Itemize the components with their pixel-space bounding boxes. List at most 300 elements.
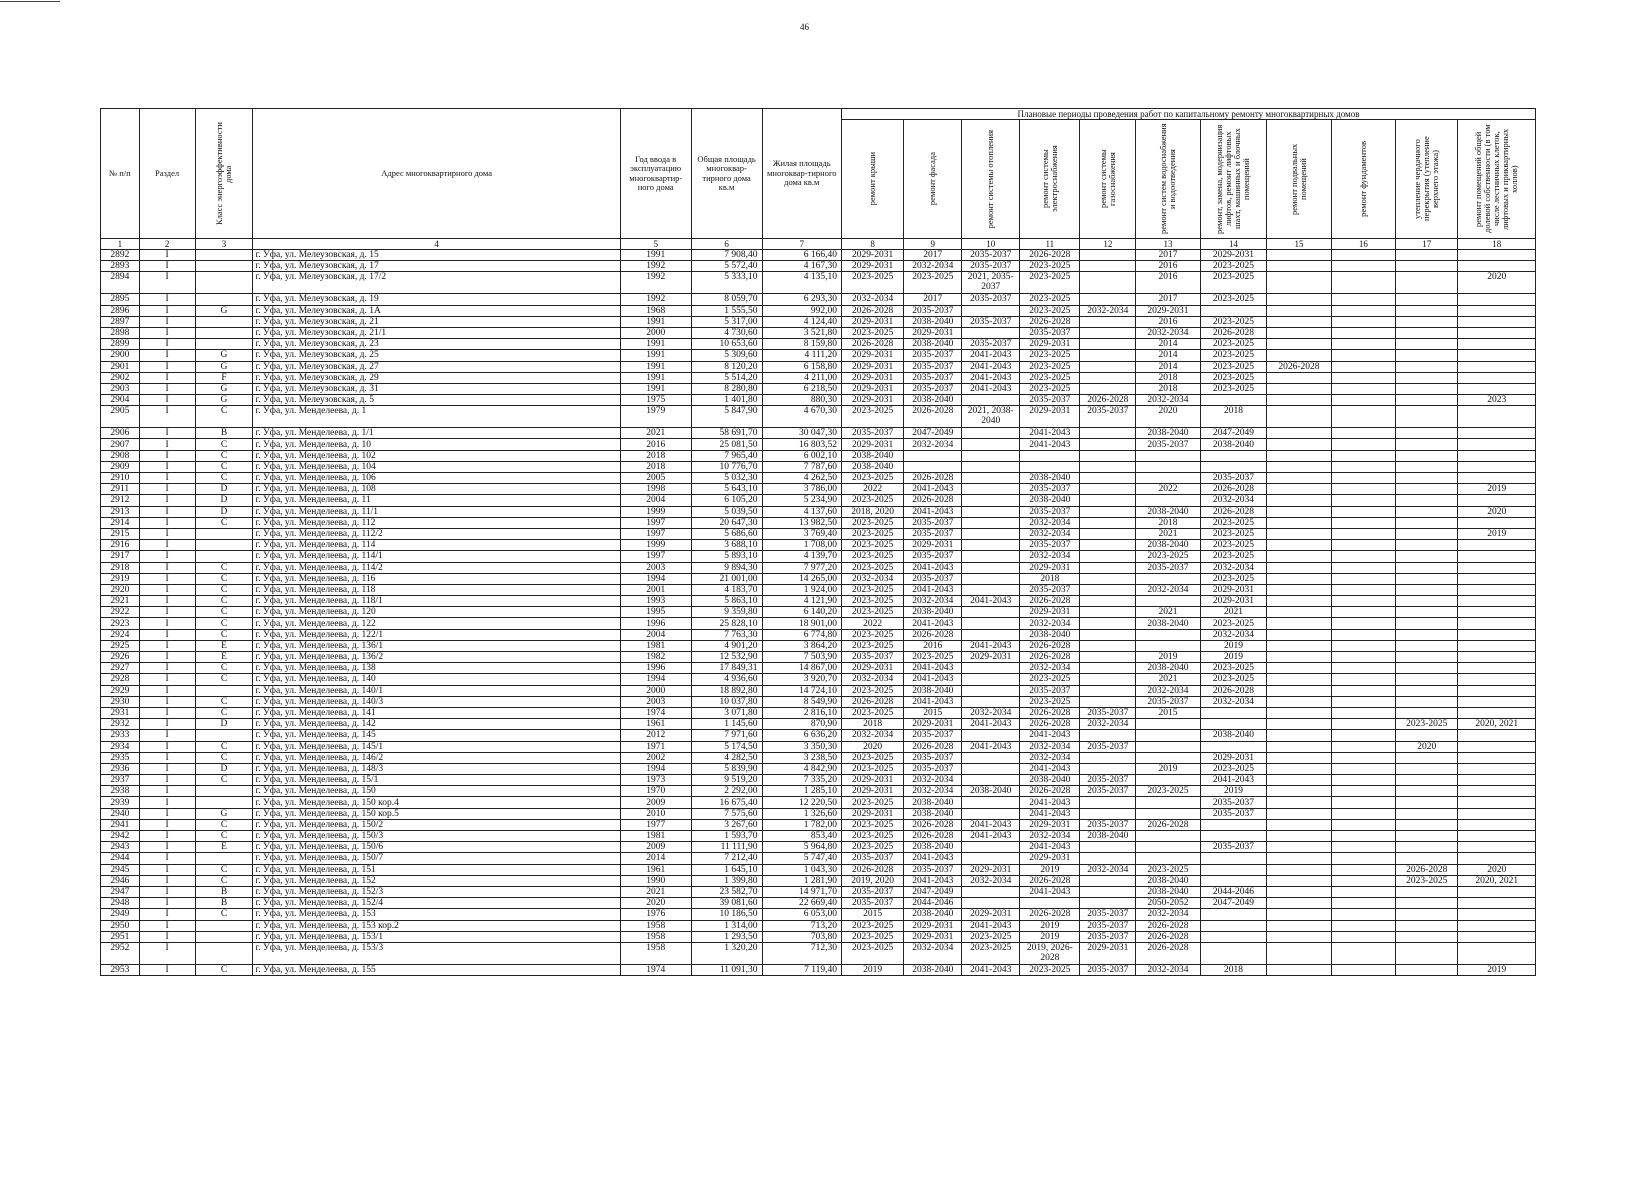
lift-period-cell: 2035-2037 — [1200, 842, 1267, 853]
electric-period-cell: 2032-2034 — [1020, 551, 1080, 562]
lift-period-cell: 2023-2025 — [1200, 763, 1267, 774]
gas-period-cell — [1080, 618, 1136, 629]
table-row — [101, 573, 1536, 584]
column-number: 13 — [1136, 239, 1200, 250]
address-cell: г. Уфа, ул. Мелеузовская, д. 21/1 — [253, 327, 620, 338]
common-areas-period-cell — [1458, 327, 1536, 338]
lift-period-cell — [1200, 864, 1267, 875]
water-period-cell: 2038-2040 — [1136, 886, 1200, 897]
total-area-cell: 10 776,70 — [691, 461, 762, 472]
facade-period-cell: 2035-2037 — [904, 350, 962, 361]
address-cell: г. Уфа, ул. Менделеева, д. 145 — [253, 730, 620, 741]
total-area-cell: 16 675,40 — [691, 797, 762, 808]
common-areas-period-cell — [1458, 663, 1536, 674]
facade-period-cell: 2047-2049 — [904, 428, 962, 439]
address-cell: г. Уфа, ул. Менделеева, д. 153/3 — [253, 942, 620, 964]
year-built-cell: 1974 — [620, 964, 691, 975]
electric-period-cell: 2032-2034 — [1020, 663, 1080, 674]
common-areas-period-cell — [1458, 461, 1536, 472]
gas-period-cell: 2035-2037 — [1080, 786, 1136, 797]
address-cell: г. Уфа, ул. Мелеузовская, д. 17 — [253, 261, 620, 272]
facade-period-cell: 2038-2040 — [904, 339, 962, 350]
total-area-cell: 5 317,00 — [691, 316, 762, 327]
address-cell: г. Уфа, ул. Менделеева, д. 153 кор.2 — [253, 920, 620, 931]
foundation-period-cell — [1331, 707, 1395, 718]
year-built-cell: 1977 — [620, 819, 691, 830]
living-area-cell: 7 335,20 — [762, 775, 841, 786]
section-cell: I — [139, 719, 195, 730]
section-cell: I — [139, 406, 195, 428]
attic-period-cell — [1396, 473, 1458, 484]
water-period-cell: 2017 — [1136, 250, 1200, 261]
address-cell: г. Уфа, ул. Менделеева, д. 104 — [253, 461, 620, 472]
facade-period-cell: 2035-2037 — [904, 864, 962, 875]
roof-period-cell: 2029-2031 — [842, 786, 904, 797]
row-number-cell: 2933 — [101, 730, 140, 741]
water-period-cell: 2016 — [1136, 272, 1200, 294]
facade-period-cell: 2038-2040 — [904, 607, 962, 618]
roof-period-cell: 2035-2037 — [842, 853, 904, 864]
living-area-cell: 14 724,10 — [762, 685, 841, 696]
lift-period-cell: 2032-2034 — [1200, 562, 1267, 573]
living-area-cell: 6 774,80 — [762, 629, 841, 640]
section-cell: I — [139, 640, 195, 651]
total-area-cell: 20 647,30 — [691, 517, 762, 528]
water-period-cell: 2050-2052 — [1136, 898, 1200, 909]
address-cell: г. Уфа, ул. Менделеева, д. 150 кор.4 — [253, 797, 620, 808]
facade-period-cell: 2035-2037 — [904, 361, 962, 372]
common-areas-period-cell — [1458, 920, 1536, 931]
electric-period-cell: 2023-2025 — [1020, 383, 1080, 394]
facade-period-cell: 2041-2043 — [904, 484, 962, 495]
facade-period-cell: 2035-2037 — [904, 752, 962, 763]
address-cell: г. Уфа, ул. Мелеузовская, д. 19 — [253, 294, 620, 305]
facade-period-cell: 2041-2043 — [904, 853, 962, 864]
energy-class-cell: C — [195, 517, 253, 528]
total-area-cell: 39 081,60 — [691, 898, 762, 909]
gas-period-cell — [1080, 875, 1136, 886]
year-built-cell: 2009 — [620, 797, 691, 808]
electric-period-cell: 2032-2034 — [1020, 752, 1080, 763]
basement-period-cell — [1267, 853, 1331, 864]
heating-period-cell — [962, 886, 1020, 897]
section-cell: I — [139, 596, 195, 607]
section-cell: I — [139, 607, 195, 618]
electric-period-cell: 2041-2043 — [1020, 439, 1080, 450]
energy-class-cell: C — [195, 831, 253, 842]
gas-period-cell: 2032-2034 — [1080, 305, 1136, 316]
address-cell: г. Уфа, ул. Менделеева, д. 11/1 — [253, 506, 620, 517]
table-row — [101, 618, 1536, 629]
electric-period-cell — [1020, 450, 1080, 461]
facade-period-cell: 2026-2028 — [904, 406, 962, 428]
section-cell: I — [139, 350, 195, 361]
basement-period-cell — [1267, 640, 1331, 651]
energy-class-cell: C — [195, 618, 253, 629]
foundation-period-cell — [1331, 562, 1395, 573]
electric-period-cell: 2035-2037 — [1020, 584, 1080, 595]
heating-period-cell — [962, 674, 1020, 685]
heating-period-cell — [962, 663, 1020, 674]
year-built-cell: 1996 — [620, 618, 691, 629]
facade-period-cell: 2016 — [904, 640, 962, 651]
common-areas-period-cell — [1458, 562, 1536, 573]
table-row — [101, 652, 1536, 663]
lift-period-cell: 2023-2025 — [1200, 361, 1267, 372]
lift-period-cell: 2021 — [1200, 607, 1267, 618]
header-year: Год ввода в эксплуатацию многоквартир-ного дома — [620, 109, 691, 239]
energy-class-cell: E — [195, 652, 253, 663]
heating-period-cell — [962, 495, 1020, 506]
year-built-cell: 2018 — [620, 450, 691, 461]
facade-period-cell: 2026-2028 — [904, 741, 962, 752]
energy-class-cell — [195, 931, 253, 942]
living-area-cell: 4 124,40 — [762, 316, 841, 327]
roof-period-cell: 2018, 2020 — [842, 506, 904, 517]
common-areas-period-cell — [1458, 808, 1536, 819]
total-area-cell: 3 267,60 — [691, 819, 762, 830]
water-period-cell: 2016 — [1136, 316, 1200, 327]
section-cell: I — [139, 339, 195, 350]
total-area-cell: 11 091,30 — [691, 964, 762, 975]
heating-period-cell: 2038-2040 — [962, 786, 1020, 797]
energy-class-cell: B — [195, 886, 253, 897]
year-built-cell: 2005 — [620, 473, 691, 484]
electric-period-cell: 2023-2025 — [1020, 361, 1080, 372]
water-period-cell: 2038-2040 — [1136, 540, 1200, 551]
water-period-cell — [1136, 775, 1200, 786]
attic-period-cell — [1396, 763, 1458, 774]
basement-period-cell — [1267, 696, 1331, 707]
foundation-period-cell — [1331, 350, 1395, 361]
row-number-cell: 2899 — [101, 339, 140, 350]
table-row — [101, 339, 1536, 350]
section-cell: I — [139, 763, 195, 774]
facade-period-cell: 2035-2037 — [904, 730, 962, 741]
lift-period-cell — [1200, 942, 1267, 964]
foundation-period-cell — [1331, 741, 1395, 752]
facade-period-cell: 2044-2046 — [904, 898, 962, 909]
row-number-cell: 2939 — [101, 797, 140, 808]
roof-period-cell: 2022 — [842, 618, 904, 629]
year-built-cell: 1998 — [620, 484, 691, 495]
heating-period-cell — [962, 305, 1020, 316]
attic-period-cell — [1396, 327, 1458, 338]
energy-class-cell: C — [195, 439, 253, 450]
table-row — [101, 461, 1536, 472]
roof-period-cell: 2023-2025 — [842, 640, 904, 651]
total-area-cell: 25 828,10 — [691, 618, 762, 629]
table-row — [101, 797, 1536, 808]
basement-period-cell — [1267, 540, 1331, 551]
energy-class-cell — [195, 551, 253, 562]
energy-class-cell — [195, 797, 253, 808]
electric-period-cell: 2041-2043 — [1020, 428, 1080, 439]
foundation-period-cell — [1331, 316, 1395, 327]
energy-class-cell: B — [195, 428, 253, 439]
gas-period-cell — [1080, 383, 1136, 394]
row-number-cell: 2918 — [101, 562, 140, 573]
common-areas-period-cell — [1458, 685, 1536, 696]
header-attic: утепление чердачного перекрытия (утепление верхнего этажа) — [1396, 120, 1458, 239]
foundation-period-cell — [1331, 730, 1395, 741]
facade-period-cell: 2017 — [904, 294, 962, 305]
electric-period-cell: 2023-2025 — [1020, 964, 1080, 975]
lift-period-cell — [1200, 395, 1267, 406]
lift-period-cell — [1200, 931, 1267, 942]
column-number: 10 — [962, 239, 1020, 250]
year-built-cell: 1976 — [620, 909, 691, 920]
total-area-cell: 5 174,50 — [691, 741, 762, 752]
basement-period-cell — [1267, 730, 1331, 741]
gas-period-cell — [1080, 540, 1136, 551]
water-period-cell: 2018 — [1136, 383, 1200, 394]
gas-period-cell — [1080, 506, 1136, 517]
attic-period-cell — [1396, 707, 1458, 718]
common-areas-period-cell — [1458, 261, 1536, 272]
gas-period-cell: 2038-2040 — [1080, 831, 1136, 842]
common-areas-period-cell — [1458, 596, 1536, 607]
energy-class-cell: C — [195, 584, 253, 595]
energy-class-cell — [195, 730, 253, 741]
year-built-cell: 1971 — [620, 741, 691, 752]
total-area-cell: 1 645,10 — [691, 864, 762, 875]
electric-period-cell: 2035-2037 — [1020, 327, 1080, 338]
gas-period-cell: 2035-2037 — [1080, 775, 1136, 786]
row-number-cell: 2946 — [101, 875, 140, 886]
attic-period-cell — [1396, 517, 1458, 528]
table-row — [101, 696, 1536, 707]
row-number-cell: 2950 — [101, 920, 140, 931]
row-number-cell: 2909 — [101, 461, 140, 472]
section-cell: I — [139, 484, 195, 495]
foundation-period-cell — [1331, 495, 1395, 506]
address-cell: г. Уфа, ул. Менделеева, д. 145/1 — [253, 741, 620, 752]
basement-period-cell — [1267, 964, 1331, 975]
gas-period-cell — [1080, 596, 1136, 607]
heating-period-cell — [962, 528, 1020, 539]
row-number-cell: 2921 — [101, 596, 140, 607]
attic-period-cell — [1396, 618, 1458, 629]
attic-period-cell — [1396, 395, 1458, 406]
electric-period-cell: 2023-2025 — [1020, 272, 1080, 294]
address-cell: г. Уфа, ул. Менделеева, д. 148/3 — [253, 763, 620, 774]
living-area-cell: 4 139,70 — [762, 551, 841, 562]
electric-period-cell: 2018 — [1020, 573, 1080, 584]
basement-period-cell — [1267, 506, 1331, 517]
foundation-period-cell — [1331, 786, 1395, 797]
energy-class-cell: G — [195, 808, 253, 819]
living-area-cell: 1 924,00 — [762, 584, 841, 595]
basement-period-cell — [1267, 517, 1331, 528]
lift-period-cell — [1200, 741, 1267, 752]
address-cell: г. Уфа, ул. Менделеева, д. 118 — [253, 584, 620, 595]
column-number: 5 — [620, 239, 691, 250]
roof-period-cell: 2029-2031 — [842, 439, 904, 450]
basement-period-cell — [1267, 786, 1331, 797]
facade-period-cell: 2041-2043 — [904, 562, 962, 573]
gas-period-cell: 2035-2037 — [1080, 741, 1136, 752]
foundation-period-cell — [1331, 696, 1395, 707]
roof-period-cell: 2023-2025 — [842, 540, 904, 551]
roof-period-cell: 2019, 2020 — [842, 875, 904, 886]
facade-period-cell: 2038-2040 — [904, 842, 962, 853]
row-number-cell: 2922 — [101, 607, 140, 618]
address-cell: г. Уфа, ул. Менделеева, д. 15/1 — [253, 775, 620, 786]
attic-period-cell — [1396, 920, 1458, 931]
total-area-cell: 1 293,50 — [691, 931, 762, 942]
basement-period-cell — [1267, 685, 1331, 696]
water-period-cell: 2014 — [1136, 361, 1200, 372]
row-number-cell: 2943 — [101, 842, 140, 853]
electric-period-cell: 2035-2037 — [1020, 484, 1080, 495]
column-number: 9 — [904, 239, 962, 250]
heating-period-cell — [962, 898, 1020, 909]
roof-period-cell: 2023-2025 — [842, 562, 904, 573]
electric-period-cell: 2023-2025 — [1020, 294, 1080, 305]
living-area-cell: 30 047,30 — [762, 428, 841, 439]
total-area-cell: 7 212,40 — [691, 853, 762, 864]
roof-period-cell: 2029-2031 — [842, 663, 904, 674]
attic-period-cell — [1396, 775, 1458, 786]
table-row — [101, 562, 1536, 573]
water-period-cell — [1136, 461, 1200, 472]
year-built-cell: 2009 — [620, 842, 691, 853]
heating-period-cell — [962, 763, 1020, 774]
gas-period-cell — [1080, 294, 1136, 305]
lift-period-cell: 2029-2031 — [1200, 250, 1267, 261]
table-row — [101, 316, 1536, 327]
facade-period-cell: 2041-2043 — [904, 618, 962, 629]
foundation-period-cell — [1331, 719, 1395, 730]
gas-period-cell — [1080, 652, 1136, 663]
lift-period-cell — [1200, 819, 1267, 830]
energy-class-cell — [195, 339, 253, 350]
row-number-cell: 2935 — [101, 752, 140, 763]
lift-period-cell: 2029-2031 — [1200, 752, 1267, 763]
year-built-cell: 1981 — [620, 640, 691, 651]
address-cell: г. Уфа, ул. Менделеева, д. 152/4 — [253, 898, 620, 909]
living-area-cell: 1 043,30 — [762, 864, 841, 875]
section-cell: I — [139, 261, 195, 272]
foundation-period-cell — [1331, 763, 1395, 774]
electric-period-cell: 2029-2031 — [1020, 562, 1080, 573]
lift-period-cell — [1200, 719, 1267, 730]
row-number-cell: 2947 — [101, 886, 140, 897]
basement-period-cell — [1267, 573, 1331, 584]
common-areas-period-cell — [1458, 450, 1536, 461]
water-period-cell — [1136, 808, 1200, 819]
address-cell: г. Уфа, ул. Менделеева, д. 136/1 — [253, 640, 620, 651]
heating-period-cell: 2041-2043 — [962, 596, 1020, 607]
foundation-period-cell — [1331, 339, 1395, 350]
gas-period-cell — [1080, 584, 1136, 595]
facade-period-cell: 2029-2031 — [904, 540, 962, 551]
energy-class-cell: D — [195, 484, 253, 495]
total-area-cell: 1 555,50 — [691, 305, 762, 316]
water-period-cell — [1136, 741, 1200, 752]
lift-period-cell: 2023-2025 — [1200, 540, 1267, 551]
roof-period-cell: 2038-2040 — [842, 461, 904, 472]
living-area-cell: 880,30 — [762, 395, 841, 406]
living-area-cell: 1 782,00 — [762, 819, 841, 830]
gas-period-cell — [1080, 272, 1136, 294]
section-cell: I — [139, 707, 195, 718]
roof-period-cell: 2023-2025 — [842, 763, 904, 774]
address-cell: г. Уфа, ул. Менделеева, д. 142 — [253, 719, 620, 730]
table-row — [101, 395, 1536, 406]
column-number: 2 — [139, 239, 195, 250]
facade-period-cell: 2041-2043 — [904, 506, 962, 517]
roof-period-cell: 2023-2025 — [842, 607, 904, 618]
table-row — [101, 752, 1536, 763]
foundation-period-cell — [1331, 931, 1395, 942]
common-areas-period-cell — [1458, 473, 1536, 484]
foundation-period-cell — [1331, 797, 1395, 808]
row-number-cell: 2941 — [101, 819, 140, 830]
basement-period-cell — [1267, 607, 1331, 618]
header-living-area: Жилая площадь многоквар-тирного дома кв.м — [762, 109, 841, 239]
row-number-cell: 2938 — [101, 786, 140, 797]
heating-period-cell — [962, 540, 1020, 551]
water-period-cell: 2026-2028 — [1136, 942, 1200, 964]
living-area-cell: 5 747,40 — [762, 853, 841, 864]
attic-period-cell — [1396, 528, 1458, 539]
year-built-cell: 1958 — [620, 942, 691, 964]
capital-repair-register — [100, 108, 1536, 976]
section-cell: I — [139, 383, 195, 394]
section-cell: I — [139, 775, 195, 786]
attic-period-cell — [1396, 652, 1458, 663]
basement-period-cell — [1267, 305, 1331, 316]
total-area-cell: 1 145,60 — [691, 719, 762, 730]
water-period-cell: 2022 — [1136, 484, 1200, 495]
water-period-cell: 2038-2040 — [1136, 506, 1200, 517]
address-cell: г. Уфа, ул. Менделеева, д. 150 — [253, 786, 620, 797]
section-cell: I — [139, 450, 195, 461]
gas-period-cell — [1080, 685, 1136, 696]
attic-period-cell — [1396, 316, 1458, 327]
basement-period-cell — [1267, 719, 1331, 730]
basement-period-cell — [1267, 864, 1331, 875]
year-built-cell: 1958 — [620, 920, 691, 931]
gas-period-cell: 2026-2028 — [1080, 395, 1136, 406]
lift-period-cell: 2032-2034 — [1200, 495, 1267, 506]
living-area-cell: 712,30 — [762, 942, 841, 964]
facade-period-cell: 2035-2037 — [904, 305, 962, 316]
attic-period-cell — [1396, 696, 1458, 707]
energy-class-cell — [195, 316, 253, 327]
electric-period-cell: 2023-2025 — [1020, 372, 1080, 383]
facade-period-cell: 2035-2037 — [904, 517, 962, 528]
common-areas-period-cell — [1458, 696, 1536, 707]
water-period-cell — [1136, 473, 1200, 484]
energy-class-cell: D — [195, 506, 253, 517]
column-number: 7 — [762, 239, 841, 250]
attic-period-cell: 2026-2028 — [1396, 864, 1458, 875]
heating-period-cell: 2032-2034 — [962, 875, 1020, 886]
foundation-period-cell — [1331, 652, 1395, 663]
basement-period-cell — [1267, 920, 1331, 931]
heating-period-cell: 2029-2031 — [962, 909, 1020, 920]
attic-period-cell — [1396, 831, 1458, 842]
lift-period-cell: 2023-2025 — [1200, 528, 1267, 539]
address-cell: г. Уфа, ул. Менделеева, д. 114/2 — [253, 562, 620, 573]
living-area-cell: 13 982,50 — [762, 517, 841, 528]
lift-period-cell — [1200, 909, 1267, 920]
living-area-cell: 14 867,00 — [762, 663, 841, 674]
section-cell: I — [139, 886, 195, 897]
